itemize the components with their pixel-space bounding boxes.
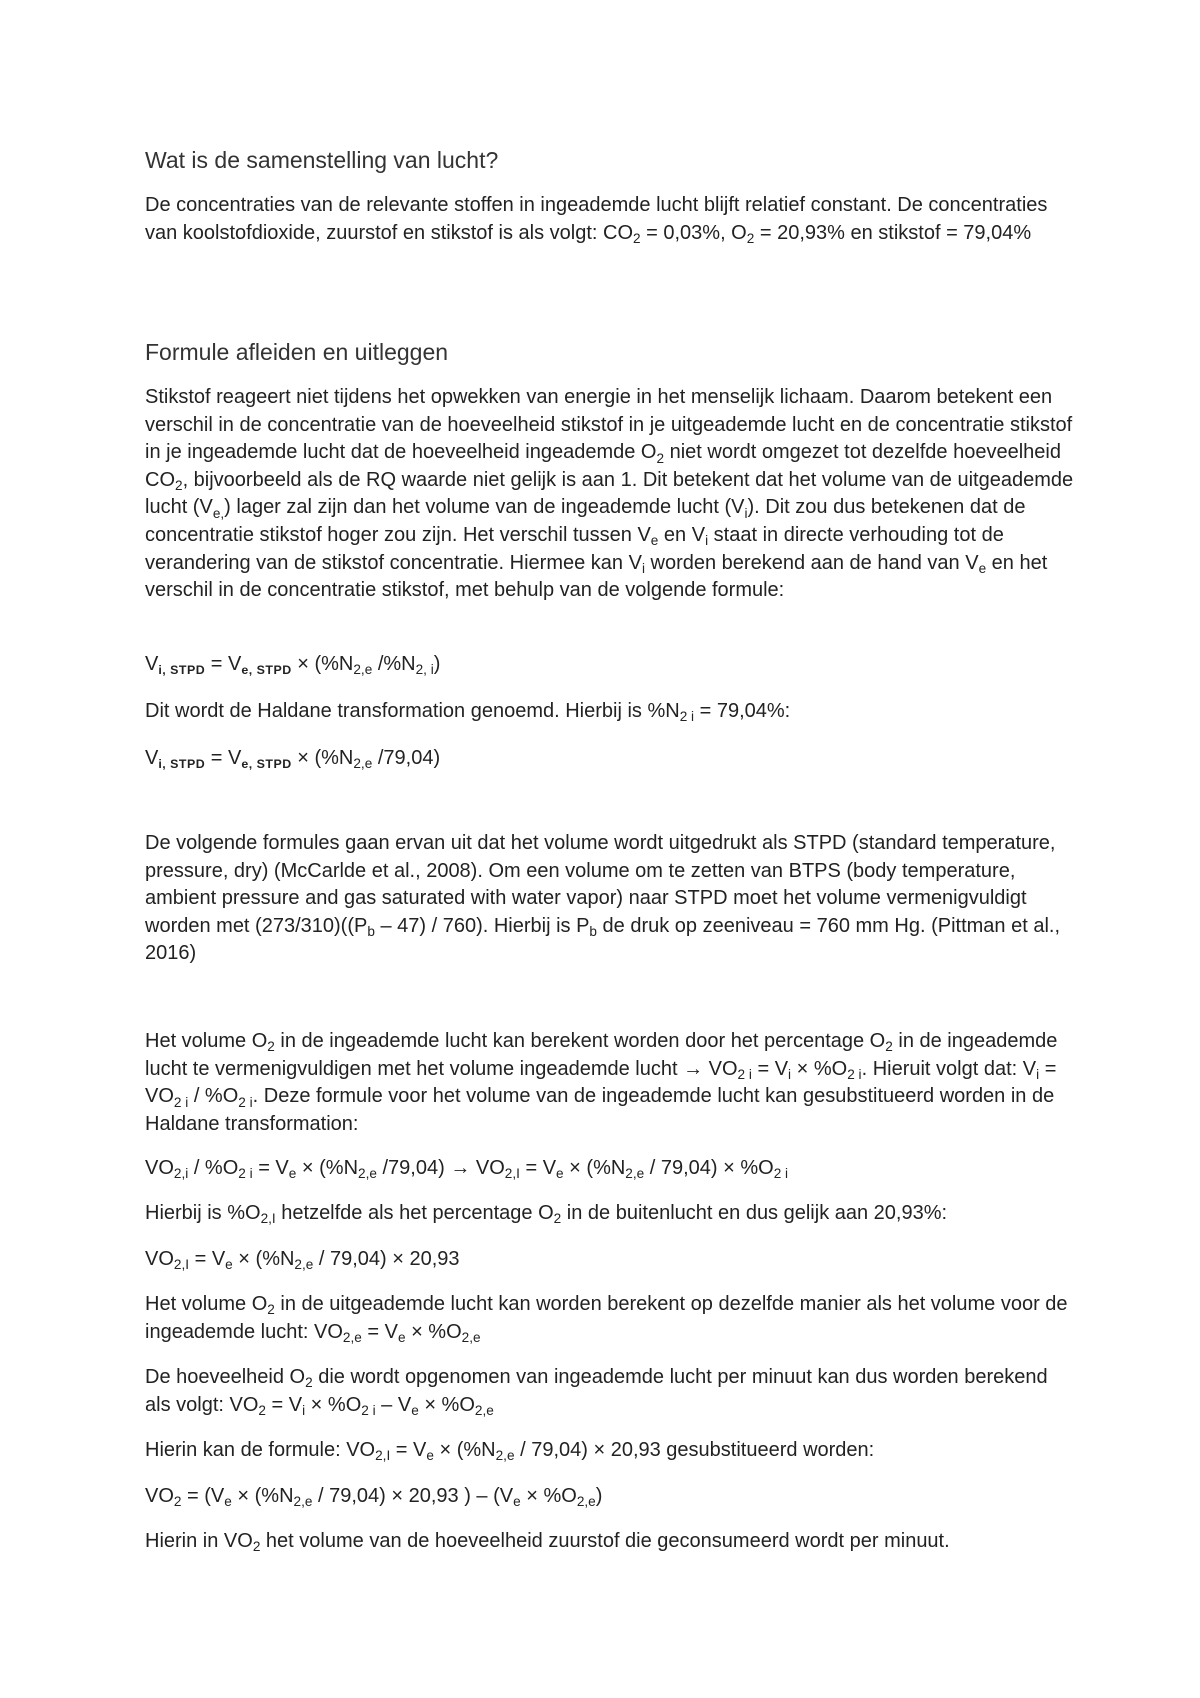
text-run: / 79,04) × 20,93 xyxy=(313,1248,460,1270)
subscript: e xyxy=(225,1257,233,1273)
subscript: 2,e xyxy=(353,662,373,678)
text-run: in de ingeademde lucht kan berekent worden door het percentage O xyxy=(274,1030,886,1052)
text-run: , bijvoorbeeld als de RQ waarde niet gelijk is aan 1. Dit betekent dat het volume van de uitgeademde lucht (V xyxy=(145,468,1074,519)
text-run: Dit wordt de Haldane transformation genoemd. Hierbij is %N xyxy=(145,700,680,722)
text-run: hetzelfde als het percentage O xyxy=(275,1202,554,1224)
text-run: Hierin kan de formule: VO xyxy=(145,1439,376,1461)
text-run: Het volume O xyxy=(145,1293,268,1315)
text-run: het volume van de hoeveelheid zuurstof die geconsumeerd wordt per minuut. xyxy=(260,1530,950,1552)
subscript: 2 xyxy=(633,230,641,246)
text-run: . Deze formule voor het volume van de ingeademde lucht kan gesubstitueerd worden in de Haldane transformation: xyxy=(145,1085,1055,1135)
subscript: 2 i xyxy=(361,1402,376,1418)
subscript: 2 i xyxy=(238,1094,253,1110)
text-run: in de buitenlucht en dus gelijk aan 20,93%: xyxy=(561,1202,948,1224)
text-run: VO xyxy=(145,1485,174,1507)
paragraph-stpd xyxy=(145,830,1075,968)
subscript: 2 xyxy=(885,1039,893,1055)
subscript: e, STPD xyxy=(241,663,292,678)
text-run: Hierin in VO xyxy=(145,1530,253,1552)
text-run: de druk op zeeniveau = 760 mm Hg. (Pittman et al., 2016) xyxy=(145,914,1061,965)
text-run: V xyxy=(145,653,159,675)
subscript: i xyxy=(302,1402,306,1418)
paragraph-text xyxy=(145,1528,1075,1556)
text-run: / %O xyxy=(188,1085,239,1108)
subscript: 2,I xyxy=(375,1448,391,1464)
text-run: en V xyxy=(658,523,706,546)
text-run: × (%N xyxy=(563,1157,626,1179)
subscript: 2 xyxy=(656,450,665,466)
text-run: × %O xyxy=(405,1320,462,1343)
text-run: = VO xyxy=(145,1057,1057,1108)
paragraph-air-concentrations xyxy=(145,192,1075,247)
formula-haldane xyxy=(145,651,1075,679)
subscript: 2 xyxy=(746,230,755,246)
heading-composition: Wat is de samenstelling van lucht? xyxy=(145,147,499,173)
arrow-right-icon: → xyxy=(450,1157,471,1179)
text-run: × %O xyxy=(418,1393,475,1416)
paragraph-haldane xyxy=(145,698,1075,726)
text-run: = V xyxy=(252,1157,289,1179)
subscript: 2,I xyxy=(173,1257,190,1273)
subscript: 2,e xyxy=(342,1329,362,1345)
text-run: × (%N xyxy=(433,1439,496,1461)
paragraph-substitute xyxy=(145,1437,1075,1465)
text-run: = V xyxy=(361,1320,398,1343)
subscript: i, STPD xyxy=(158,757,206,772)
text-run: VO xyxy=(145,1248,174,1270)
subscript: 2, i xyxy=(415,662,434,678)
subscript: e xyxy=(556,1166,564,1182)
paragraph-text xyxy=(145,698,1075,726)
text-run: V xyxy=(145,747,159,769)
subscript: 2 i xyxy=(737,1066,752,1082)
text-run: in de uitgeademde lucht kan worden berekent op dezelfde manier als het volume voor de ingeademde lucht: VO xyxy=(145,1293,1068,1343)
formula-text xyxy=(145,651,1075,679)
formula-vo2-final xyxy=(145,1483,1075,1511)
subscript: 2 xyxy=(252,1539,261,1555)
subscript: 2,e xyxy=(461,1329,481,1345)
subscript: e xyxy=(513,1494,521,1510)
subscript: b xyxy=(367,924,375,940)
text-run: ) xyxy=(595,1485,603,1507)
text-run: = 20,93% en stikstof = 79,04% xyxy=(754,221,1032,244)
subscript: e xyxy=(288,1166,297,1182)
text-run: × (%N xyxy=(291,747,354,769)
subscript: e xyxy=(411,1402,419,1418)
subscript: i, STPD xyxy=(158,663,206,678)
text-run: = V xyxy=(265,1393,303,1416)
formula-vo2-2093 xyxy=(145,1246,1075,1274)
text-run: ) xyxy=(433,653,441,675)
subscript: 2,e xyxy=(495,1448,515,1464)
text-run: × (%N xyxy=(232,1248,295,1270)
text-run: × %O xyxy=(520,1485,577,1507)
subscript: 2,e xyxy=(625,1166,645,1182)
text-run: worden berekend aan de hand van V xyxy=(644,551,979,574)
subscript: i xyxy=(705,533,709,549)
text-run: Stikstof reageert niet tijdens het opwekken van energie in het menselijk lichaam. Daarom betekent een verschil in de concentratie van de hoeveelheid stikstof in je uitgeademde lucht en de concentratie stikstof in je ingeademde lucht dat de hoeveelheid ingeademde O xyxy=(145,386,1073,464)
text-run: die wordt opgenomen van ingeademde lucht per minuut kan dus worden berekend als volgt: VO xyxy=(145,1366,1048,1416)
text-run: . Hieruit volgt dat: V xyxy=(861,1057,1037,1080)
text-run: De volgende formules gaan ervan uit dat het volume wordt uitgedrukt als STPD (standard temperature, pressure, dry) (McCarlde et al., 2008). Om een volume om te zetten van BTPS (body temperature, ambient pressure and gas saturated with water vapor) naar STPD moet het volume vermenigvuldigt worden met (273/310)((P xyxy=(145,832,1056,937)
paragraph-text xyxy=(145,1028,1075,1138)
text-run: in de ingeademde lucht te vermenigvuldigen met het volume ingeademde lucht xyxy=(145,1030,1058,1080)
paragraph-o2-outside xyxy=(145,1200,1075,1228)
subscript: b xyxy=(589,924,597,940)
subscript: e xyxy=(650,533,659,549)
formula-haldane-7904 xyxy=(145,745,1075,773)
text-run: / %O xyxy=(188,1157,239,1179)
subscript: 2 i xyxy=(847,1066,862,1082)
text-run: = V xyxy=(390,1439,427,1461)
text-run: staat in directe verhouding tot de verandering van de stikstof concentratie. Hiermee kan V xyxy=(145,523,1004,574)
paragraph-volume-o2 xyxy=(145,1028,1075,1138)
text-run: / 79,04) × 20,93 gesubstitueerd worden: xyxy=(514,1439,875,1461)
subscript: 2,e xyxy=(576,1494,596,1510)
subscript: e, STPD xyxy=(241,757,292,772)
paragraph-exhaled xyxy=(145,1291,1075,1346)
paragraph-text xyxy=(145,1291,1075,1346)
formula-vo2-inhaled xyxy=(145,1155,1075,1183)
subscript: 2,e xyxy=(294,1257,314,1273)
text-run: = V xyxy=(205,653,242,675)
text-run: – 47) / 760). Hierbij is P xyxy=(374,914,590,937)
paragraph-nitrogen xyxy=(145,384,1075,605)
formula-text xyxy=(145,745,1075,773)
subscript: 2 i xyxy=(173,1094,189,1110)
text-run: = V xyxy=(205,747,242,769)
text-run: De concentraties van de relevante stoffen in ingeademde lucht blijft relatief constant. De concentraties van koolstofdioxide, zuurstof en stikstof is als volgt: CO xyxy=(145,194,1048,244)
text-run: = 79,04%: xyxy=(694,700,791,722)
paragraph-text xyxy=(145,192,1075,247)
subscript: e xyxy=(978,560,987,576)
text-run: ) lager zal zijn dan het volume van de ingeademde lucht (V xyxy=(224,496,745,519)
text-run: × %O xyxy=(791,1057,848,1080)
text-run: /79,04) xyxy=(376,1157,451,1179)
paragraph-text xyxy=(145,1437,1075,1465)
arrow-right-icon: → xyxy=(683,1057,704,1080)
subscript: e xyxy=(426,1448,434,1464)
formula-text xyxy=(145,1483,1075,1511)
paragraph-conclusion xyxy=(145,1528,1075,1556)
paragraph-text xyxy=(145,384,1075,605)
text-run: = V xyxy=(519,1157,557,1179)
subscript: 2,I xyxy=(504,1166,520,1182)
text-run: niet wordt omgezet tot dezelfde hoeveelheid CO xyxy=(145,441,1061,491)
subscript: e xyxy=(224,1494,232,1510)
text-run: / 79,04) × 20,93 ) – (V xyxy=(312,1485,514,1507)
text-run: = V xyxy=(189,1248,226,1270)
subscript: i xyxy=(641,560,645,576)
subscript: 2 xyxy=(173,1494,182,1510)
subscript: 2,e xyxy=(474,1402,494,1418)
subscript: 2 i xyxy=(773,1166,789,1182)
text-run: VO xyxy=(703,1057,738,1080)
text-run: /%N xyxy=(372,653,416,675)
heading-formula: Formule afleiden en uitleggen xyxy=(145,339,449,365)
subscript: 2 i xyxy=(679,709,695,725)
text-run: / 79,04) × %O xyxy=(644,1157,774,1179)
subscript: 2,I xyxy=(260,1211,276,1227)
text-run: VO xyxy=(145,1157,174,1179)
paragraph-text xyxy=(145,1200,1075,1228)
subscript: 2 i xyxy=(238,1166,253,1182)
text-run: × (%N xyxy=(291,653,354,675)
text-run: × (%N xyxy=(296,1157,359,1179)
text-run: – V xyxy=(375,1393,412,1416)
subscript: 2 xyxy=(267,1039,275,1055)
subscript: 2 xyxy=(267,1302,275,1318)
subscript: 2 xyxy=(258,1402,266,1418)
text-run: Het volume O xyxy=(145,1030,268,1052)
paragraph-text xyxy=(145,830,1075,968)
text-run: × %O xyxy=(305,1393,362,1416)
text-run: en het verschil in de concentratie stikstof, met behulp van de volgende formule: xyxy=(145,551,1048,602)
paragraph-text xyxy=(145,1364,1075,1419)
text-run: ). Dit zou dus betekenen dat de concentratie stikstof hoger zou zijn. Het verschil tussen V xyxy=(145,496,1026,546)
subscript: 2,e xyxy=(353,756,373,772)
subscript: 2,i xyxy=(173,1166,189,1182)
text-run: Hierbij is %O xyxy=(145,1202,261,1224)
subscript: 2 xyxy=(553,1211,562,1227)
subscript: e, xyxy=(212,505,225,521)
formula-text xyxy=(145,1246,1075,1274)
text-run: = V xyxy=(751,1057,789,1080)
text-run: × (%N xyxy=(231,1485,294,1507)
subscript: 2 xyxy=(305,1375,313,1391)
subscript: 2,e xyxy=(358,1166,377,1182)
text-run: = (V xyxy=(181,1485,225,1507)
text-run: VO xyxy=(470,1157,505,1179)
paragraph-uptake xyxy=(145,1364,1075,1419)
subscript: i xyxy=(744,505,748,521)
text-run: = 0,03%, O xyxy=(640,221,747,244)
text-run: /79,04) xyxy=(372,747,441,769)
subscript: i xyxy=(1036,1066,1040,1082)
subscript: 2 xyxy=(175,478,183,494)
text-run: De hoeveelheid O xyxy=(145,1366,306,1388)
subscript: 2,e xyxy=(293,1494,313,1510)
formula-text xyxy=(145,1155,1075,1183)
subscript: e xyxy=(397,1329,406,1345)
subscript: i xyxy=(788,1066,792,1082)
